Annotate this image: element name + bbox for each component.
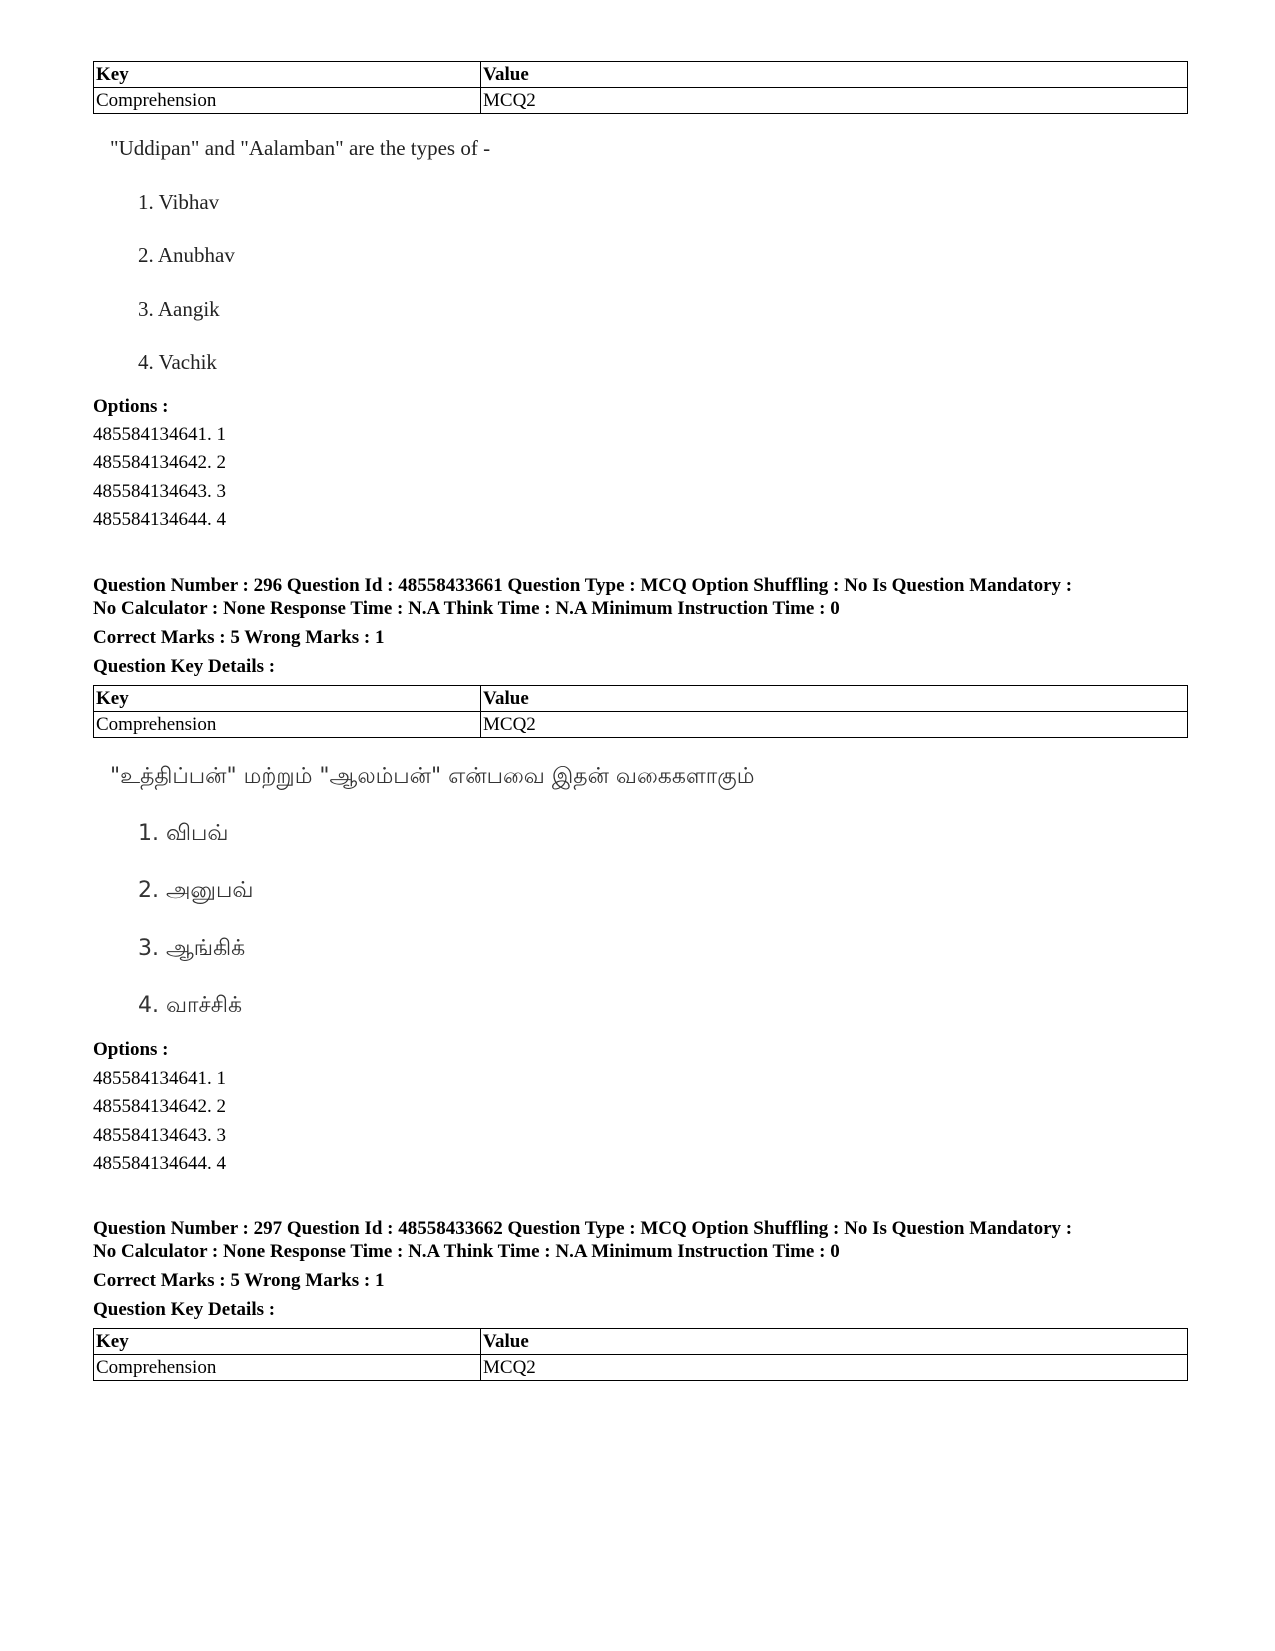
key-cell: Comprehension [94, 1355, 481, 1381]
key-details-label: Question Key Details : [93, 1299, 276, 1320]
value-header: Value [481, 62, 1188, 88]
question-meta-line: Question Number : 297 Question Id : 48558433662 Question Type : MCQ Option Shuffling : No Is Question Mandatory : [93, 1218, 1073, 1239]
choice-item: 2. Anubhav [138, 243, 235, 267]
options-label: Options : [93, 1039, 169, 1060]
question-stem: "Uddipan" and "Aalamban" are the types of - [110, 136, 491, 160]
value-cell: MCQ2 [481, 88, 1188, 114]
question-key-table [93, 685, 1188, 738]
key-header: Key [94, 62, 481, 88]
table-header-row [94, 62, 1188, 88]
key-header: Key [94, 1329, 481, 1355]
choice-item: 3. ஆங்கிக் [138, 936, 246, 961]
table-row [94, 88, 1188, 114]
marks-line: Correct Marks : 5 Wrong Marks : 1 [93, 627, 385, 648]
option-row: 485584134643. 3 [93, 1125, 226, 1146]
value-cell: MCQ2 [481, 712, 1188, 738]
options-label: Options : [93, 396, 169, 417]
choice-item: 3. Aangik [138, 297, 220, 321]
key-cell: Comprehension [94, 88, 481, 114]
value-header: Value [481, 1329, 1188, 1355]
table-header-row [94, 686, 1188, 712]
choice-item: 4. வாச்சிக் [138, 993, 243, 1018]
option-row: 485584134641. 1 [93, 424, 226, 445]
option-row: 485584134643. 3 [93, 481, 226, 502]
question-key-table [93, 61, 1188, 114]
option-row: 485584134642. 2 [93, 452, 226, 473]
question-meta-line: Question Number : 296 Question Id : 48558433661 Question Type : MCQ Option Shuffling : No Is Question Mandatory : [93, 575, 1073, 596]
value-header: Value [481, 686, 1188, 712]
choice-item: 4. Vachik [138, 350, 217, 374]
choice-item: 1. Vibhav [138, 190, 220, 214]
marks-line: Correct Marks : 5 Wrong Marks : 1 [93, 1270, 385, 1291]
question-meta-line: No Calculator : None Response Time : N.A Think Time : N.A Minimum Instruction Time : 0 [93, 598, 840, 619]
option-row: 485584134644. 4 [93, 1153, 226, 1174]
table-header-row [94, 1329, 1188, 1355]
key-details-label: Question Key Details : [93, 656, 276, 677]
question-key-table [93, 1328, 1188, 1381]
option-row: 485584134641. 1 [93, 1068, 226, 1089]
key-cell: Comprehension [94, 712, 481, 738]
option-row: 485584134644. 4 [93, 509, 226, 530]
key-header: Key [94, 686, 481, 712]
question-meta-line: No Calculator : None Response Time : N.A Think Time : N.A Minimum Instruction Time : 0 [93, 1241, 840, 1262]
table-row [94, 712, 1188, 738]
choice-item: 2. அனுபவ் [138, 878, 254, 903]
choice-item: 1. விபவ் [138, 821, 229, 846]
value-cell: MCQ2 [481, 1355, 1188, 1381]
table-row [94, 1355, 1188, 1381]
option-row: 485584134642. 2 [93, 1096, 226, 1117]
question-stem: "உத்திப்பன்" மற்றும் "ஆலம்பன்" என்பவை இதன் வகைகளாகும் [110, 764, 755, 789]
